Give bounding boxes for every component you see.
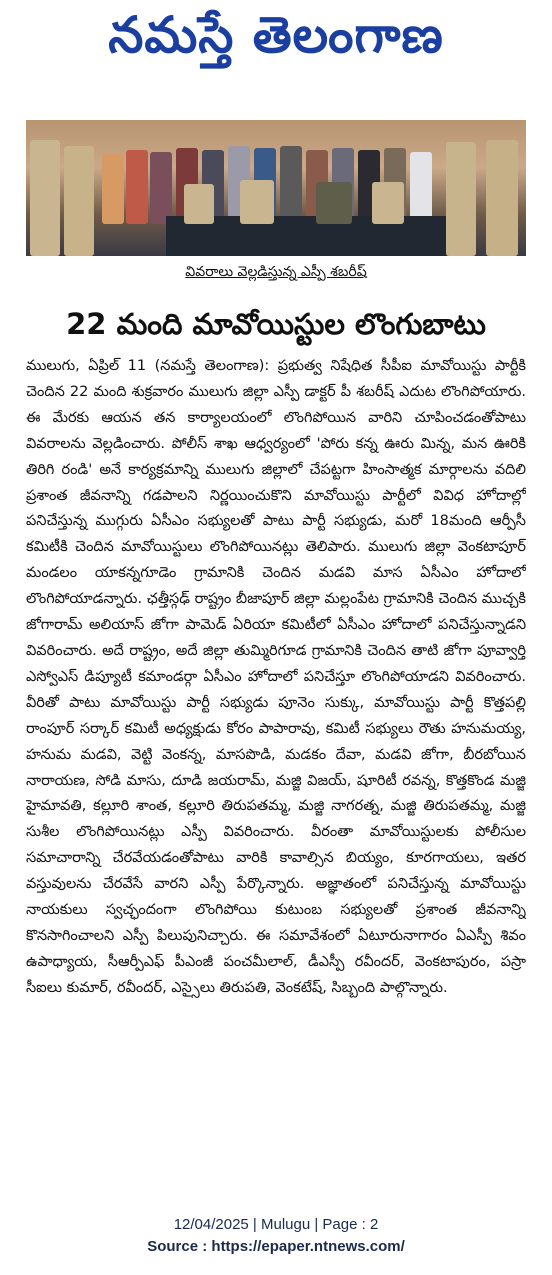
- footer-source-line: Source : https://epaper.ntnews.com/: [147, 1238, 405, 1255]
- article-headline: 22 మంది మావోయిస్టుల లొంగుబాటు: [66, 307, 486, 341]
- article-body: ములుగు, ఏప్రిల్ 11 (నమస్తే తెలంగాణ): ప్రభుత్వ నిషేధిత సీపీఐ మావోయిస్టు పార్టీకి చెందిన 22 మంది శుక్రవారం ములుగు జిల్లా ఎస్పీ డాక్టర్ పీ శబరీష్ ఎదుట లొంగిపోయారు. ఈ మేరకు ఆయన తన కార్యాలయంలో లొంగిపోయిన వారిని చూపించడంతోపాటు వివరాలను వెల్లడించారు. పోలీస్ శాఖ ఆధ్వర్యంలో 'పోరు కన్న ఊరు మిన్న, మన ఊరికి తిరిగి రండి' అనే కార్యక్రమాన్ని ములుగు జిల్లాలో చేపట్టగా హింసాత్మక మార్గాలను వదిలి ప్రశాంత జీవనాన్ని గడపాలని నిర్ణయించుకొని మావోయిస్టు పార్టీలో వివిధ హోదాల్లో పనిచేస్తున్న ముగ్గురు ఏసీఎం సభ్యులతో పాటు పార్టీ సభ్యుడు, మరో 18మంది ఆర్పీసీ కమిటీకి చెందిన మావోయిస్టులు లొంగిపోయినట్లు తెలిపారు. ములుగు జిల్లా వెంకటాపూర్ మండలం యాకన్నగూడెం గ్రామానికి చెందిన మడవి మాస ఏసీఎం హోదాలో లొంగిపోయాడన్నారు. ఛత్తీస్గఢ్ రాష్ట్రం బీజాపూర్ జిల్లా మల్లంపేట గ్రామానికి చెందిన ముచ్చకి జోగారామ్ అలియాస్ జోగా పామెడ్ ఏరియా కమిటీలో ఏసీఎం హోదాలో పనిచేస్తున్నాడని వివరించారు. అదే రాష్ట్రం, అదే జిల్లా తుమ్మిరిగూడ గ్రామానికి చెందిన తాటి జోగా పూవ్వార్తి ఎస్వోఎస్ డిప్యూటీ కమాండర్గా ఏసీఎం హోదాలో పనిచేస్తూ లొంగిపోయాడని వివరించారు. వీరితో పాటు మావోయిస్టు పార్టీ సభ్యుడు పూనెం సుక్కు, మావోయిస్టు పార్టీ కొత్తపల్లి రాంపూర్ సర్కార్ కమిటీ అధ్యక్షుడు కోరం పాపారావు, కమిటీ సభ్యులు రౌతు హనుమయ్య, హనుమ మడవి, వెట్టి వెంకన్న, మాసపొడి, మడకం దేవా, మడవి జోగా, బీరబోయిన నారాయణ, సోడి మాసు, దూడి జయరామ్, మజ్జి విజయ్, షూరిటీ రవన్న, కొత్తకొండ మజ్జి హైమావతి, కల్లూరి శాంత, కల్లూరి తిరుపతమ్మ, మజ్జి నాగరత్న, మజ్జి తిరుపతమ్మ, మజ్జి సుశీల లొంగిపోయినట్లు ఎస్పీ వివరించారు. వీరంతా మావోయిస్టులకు పోలీసుల సమాచారాన్ని చేరవేయడంతోపాటు వారికి కావాల్సిన బియ్యం, కూరగాయలు, ఇతర వస్తువులను చేరవేసే వారని ఎస్పీ పేర్కొన్నారు. అజ్ఞాతంలో పనిచేస్తున్న మావోయిస్టు నాయకులు స్వచ్ఛందంగా లొంగిపోయి కుటుంబ సభ్యులతో ప్రశాంత జీవనాన్ని కొనసాగించాలని ఎస్పీ పిలుపునిచ్చారు. ఈ సమావేశంలో ఏటూరునాగారం ఏఎస్పీ శివం ఉపాధ్యాయ, సీఆర్పీఎఫ్ పీఎంజీ పంచమీలాల్, డీఎస్పీ రవీందర్, వెంకటాపురం, పస్రా సీఐలు కుమార్, రవీందర్, ఎస్సైలు తిరుపతి, వెంకటేష్, సిబ్బంది పాల్గొన్నారు.: [26, 358, 526, 996]
- photo-caption: వివరాలు వెల్లడిస్తున్న ఎస్పీ శబరీష్: [185, 264, 367, 280]
- footer-date-line: 12/04/2025 | Mulugu | Page : 2: [173, 1216, 379, 1233]
- masthead-title: నమస్తే తెలంగాణ: [108, 5, 444, 64]
- news-photo: [26, 120, 526, 256]
